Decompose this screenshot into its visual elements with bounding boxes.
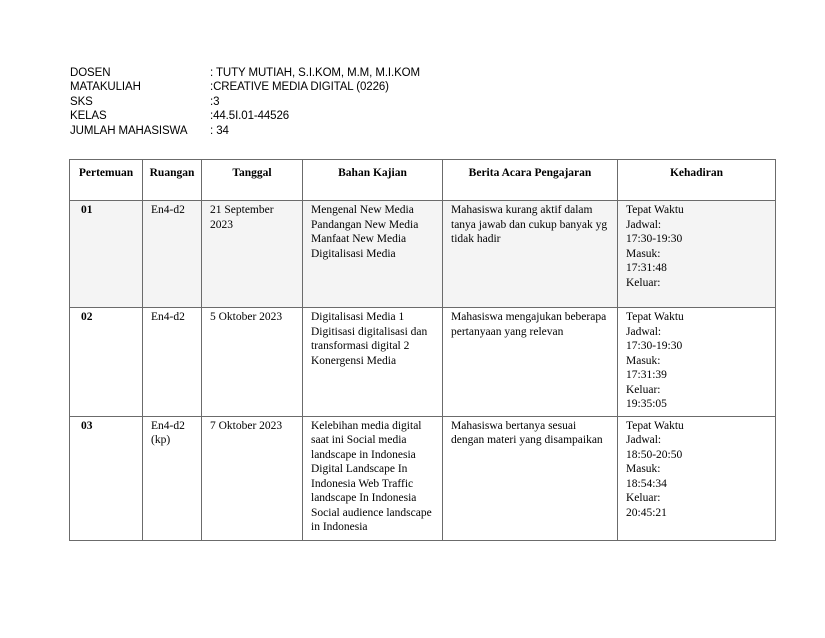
- ruangan-cell: En4-d2 (kp): [143, 416, 202, 540]
- header-ruangan: Ruangan: [143, 160, 202, 201]
- masuk-label: Masuk:: [626, 354, 661, 367]
- pertemuan-cell: 02: [70, 308, 143, 417]
- attendance-table: [69, 159, 776, 541]
- pertemuan-cell: 03: [70, 416, 143, 540]
- jadwal-label: Jadwal:: [626, 218, 662, 231]
- keluar-label: Keluar:: [626, 383, 661, 396]
- header-bahan-kajian: Bahan Kajian: [303, 160, 443, 201]
- tanggal-cell: 7 Oktober 2023: [202, 416, 303, 540]
- sks-row: [70, 95, 420, 109]
- berita-acara-cell: Mahasiswa mengajukan beberapa pertanyaan yang relevan: [443, 308, 618, 417]
- masuk-value: 17:31:39: [626, 369, 667, 381]
- kehadiran-cell: [618, 416, 776, 540]
- kehadiran-status: Tepat Waktu: [626, 204, 684, 216]
- kehadiran-status: Tepat Waktu: [626, 311, 684, 323]
- dosen-row: [70, 66, 420, 80]
- pertemuan-cell: 01: [70, 201, 143, 308]
- kehadiran-cell: [618, 308, 776, 417]
- table-header-row: [70, 160, 776, 201]
- dosen-label: DOSEN: [70, 67, 111, 79]
- kelas-label: KELAS: [70, 110, 107, 123]
- course-info-header: [70, 66, 420, 138]
- jadwal-label: Jadwal:: [626, 434, 662, 446]
- kelas-row: [70, 109, 420, 123]
- kelas-value: :44.5I.01-44526: [210, 110, 290, 123]
- table-row: [70, 416, 776, 540]
- bahan-kajian-cell: Kelebihan media digital saat ini Social media landscape in Indonesia Digital Landscape In Indonesia Web Traffic landscape In Indonesia Social audience landscape in Indonesia: [303, 416, 443, 540]
- masuk-label: Masuk:: [626, 463, 661, 475]
- jadwal-value: 17:30-19:30: [626, 233, 683, 245]
- masuk-value: 17:31:48: [626, 262, 667, 274]
- tanggal-cell: 21 September 2023: [202, 201, 303, 308]
- keluar-value: 20:45:21: [626, 506, 667, 519]
- jumlah-mahasiswa-value: : 34: [210, 124, 229, 137]
- table-row: [70, 308, 776, 417]
- masuk-label: Masuk:: [626, 247, 661, 260]
- header-berita-acara: Berita Acara Pengajaran: [443, 160, 618, 201]
- ruangan-cell: En4-d2: [143, 201, 202, 308]
- matakuliah-value: :CREATIVE MEDIA DIGITAL (0226): [210, 81, 389, 94]
- jumlah-mahasiswa-row: [70, 124, 420, 138]
- jumlah-mahasiswa-label: JUMLAH MAHASISWA: [70, 124, 188, 137]
- masuk-value: 18:54:34: [626, 477, 667, 490]
- header-tanggal: Tanggal: [202, 160, 303, 201]
- sks-label: SKS: [70, 95, 93, 108]
- berita-acara-cell: Mahasiswa kurang aktif dalam tanya jawab dan cukup banyak yg tidak hadir: [443, 201, 618, 308]
- table-row: [70, 201, 776, 308]
- ruangan-cell: En4-d2: [143, 308, 202, 417]
- matakuliah-label: MATAKULIAH: [70, 81, 141, 94]
- jadwal-label: Jadwal:: [626, 325, 662, 338]
- jadwal-value: 17:30-19:30: [626, 340, 683, 352]
- matakuliah-row: [70, 80, 420, 94]
- dosen-value: : TUTY MUTIAH, S.I.KOM, M.M, M.I.KOM: [210, 67, 421, 79]
- bahan-kajian-cell: Digitalisasi Media 1 Digitisasi digitalisasi dan transformasi digital 2 Konergensi Media: [303, 308, 443, 417]
- berita-acara-cell: Mahasiswa bertanya sesuai dengan materi yang disampaikan: [443, 416, 618, 540]
- keluar-value: 19:35:05: [626, 398, 667, 410]
- keluar-label: Keluar:: [626, 492, 661, 504]
- header-pertemuan: Pertemuan: [70, 160, 143, 201]
- header-kehadiran: Kehadiran: [618, 160, 776, 201]
- bahan-kajian-cell: Mengenal New Media Pandangan New Media Manfaat New Media Digitalisasi Media: [303, 201, 443, 308]
- tanggal-cell: 5 Oktober 2023: [202, 308, 303, 417]
- kehadiran-cell: [618, 201, 776, 308]
- sks-value: :3: [210, 95, 220, 108]
- kehadiran-status: Tepat Waktu: [626, 419, 684, 432]
- keluar-label: Keluar:: [626, 276, 661, 289]
- jadwal-value: 18:50-20:50: [626, 448, 683, 461]
